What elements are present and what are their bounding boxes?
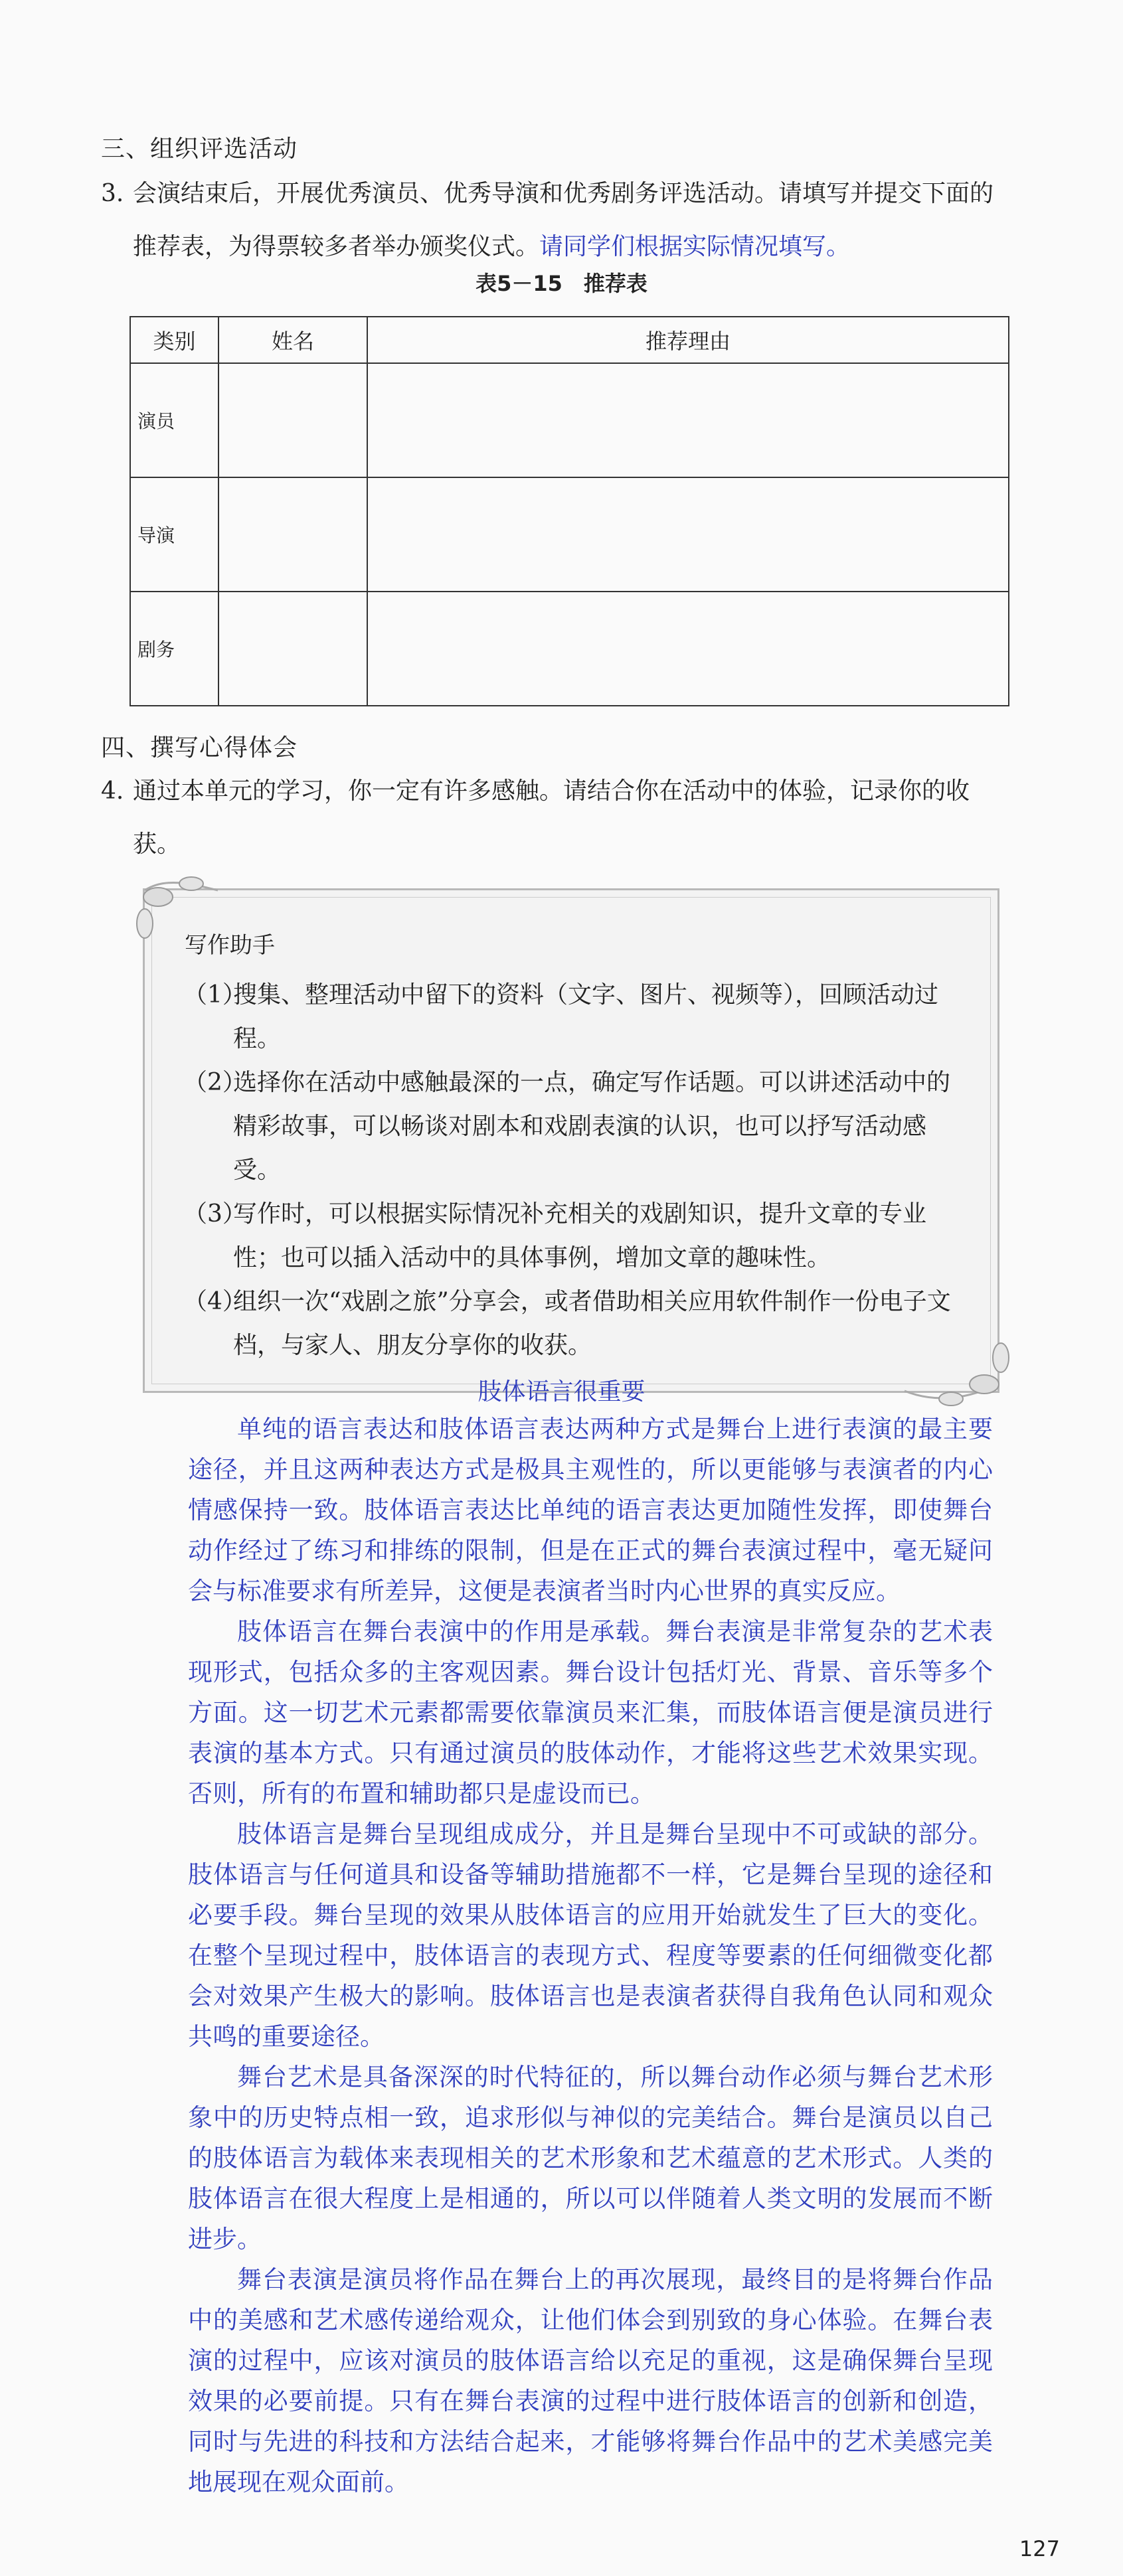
answer-article <box>188 1409 993 2502</box>
article-paragraph: 肢体语言在舞台表演中的作用是承载。舞台表演是非常复杂的艺术表现形式，包括众多的主客观因素。舞台设计包括灯光、背景、音乐等多个方面。这一切艺术元素都需要依靠演员来汇集，而肢体语言便是演员进行表演的基本方式。只有通过演员的肢体动作，才能将这些艺术效果实现。否则，所有的布置和辅助都只是虚设而已。 <box>188 1617 993 1808</box>
item-number: （1） <box>183 981 246 1008</box>
article-paragraph: 单纯的语言表达和肢体语言表达两种方式是舞台上进行表演的最主要途径，并且这两种表达方式是极具主观性的，所以更能够与表演者的内心情感保持一致。肢体语言表达比单纯的语言表达更加随性发挥，即使舞台动作经过了练习和排练的限制，但是在正式的舞台表演过程中，毫无疑问会与标准要求有所差异，这便是表演者当时内心世界的真实反应。 <box>188 1415 993 1605</box>
article-paragraph: 舞台艺术是具备深深的时代特征的，所以舞台动作必须与舞台艺术形象中的历史特点相一致，追求形似与神似的完美结合。舞台是演员以自己的肢体语言为载体来表现相关的艺术形象和艺术蕴意的艺术形式。人类的肢体语言在很大程度上是相通的，所以可以伴随着人类文明的发展而不断进步。 <box>188 2063 993 2253</box>
header-reason: 推荐理由 <box>367 317 1009 363</box>
answer-title: 肢体语言很重要 <box>477 1378 646 1406</box>
list-item <box>183 1192 971 1280</box>
helper-title: 写作助手 <box>185 932 275 959</box>
item-text: 写作时，可以根据实际情况补充相关的戏剧知识，提升文章的专业性；也可以插入活动中的具体事例，增加文章的趣味性。 <box>233 1200 927 1271</box>
item-text: 搜集、整理活动中留下的资料（文字、图片、视频等），回顾活动过程。 <box>233 981 939 1052</box>
name-cell[interactable] <box>218 477 367 592</box>
section4-title: 四、撰写心得体会 <box>101 734 298 762</box>
reason-cell[interactable] <box>367 592 1009 706</box>
item-number: （3） <box>183 1200 246 1228</box>
name-cell[interactable] <box>218 592 367 706</box>
question-3-number: 3. <box>101 180 124 207</box>
question-3 <box>101 167 1010 274</box>
reason-cell[interactable] <box>367 363 1009 477</box>
row-category: 剧务 <box>130 592 218 706</box>
row-category: 导演 <box>130 477 218 592</box>
name-cell[interactable] <box>218 363 367 477</box>
reason-cell[interactable] <box>367 477 1009 592</box>
item-number: （2） <box>183 1069 246 1096</box>
list-item <box>183 973 971 1061</box>
article-paragraph: 肢体语言是舞台呈现组成成分，并且是舞台呈现中不可或缺的部分。肢体语言与任何道具和设备等辅助措施都不一样，它是舞台呈现的途径和必要手段。舞台呈现的效果从肢体语言的应用开始就发生了巨大的变化。在整个呈现过程中，肢体语言的表现方式、程度等要素的任何细微变化都会对效果产生极大的影响。肢体语言也是表演者获得自我角色认同和观众共鸣的重要途径。 <box>188 1820 993 2051</box>
question-4-number: 4. <box>101 777 124 805</box>
table-row <box>130 477 1009 592</box>
item-text: 选择你在活动中感触最深的一点，确定写作话题。可以讲述活动中的精彩故事，可以畅谈对剧本和戏剧表演的认识，也可以抒写活动感受。 <box>233 1069 951 1184</box>
writing-helper-box <box>143 888 999 1393</box>
article-paragraph: 舞台表演是演员将作品在舞台上的再次展现，最终目的是将舞台作品中的美感和艺术感传递给观众，让他们体会到别致的身心体验。在舞台表演的过程中，应该对演员的肢体语言给以充足的重视，这是确保舞台呈现效果的必要前提。只有在舞台表演的过程中进行肢体语言的创新和创造，同时与先进的科技和方法结合起来，才能够将舞台作品中的艺术美感完美地展现在观众面前。 <box>188 2265 993 2496</box>
list-item <box>183 1061 971 1192</box>
table-row <box>130 363 1009 477</box>
question-3-answer: 请同学们根据实际情况填写。 <box>539 233 851 260</box>
table-caption: 表5－15 推荐表 <box>475 271 648 296</box>
helper-list <box>183 973 971 1368</box>
table-header-row <box>130 317 1009 363</box>
section3-title: 三、组织评选活动 <box>101 135 298 163</box>
question-4-text: 通过本单元的学习，你一定有许多感触。请结合你在活动中的体验，记录你的收获。 <box>133 777 970 858</box>
list-item <box>183 1280 971 1368</box>
item-number: （4） <box>183 1288 246 1315</box>
question-4 <box>101 765 1010 871</box>
recommendation-table <box>130 316 1009 706</box>
table-row <box>130 592 1009 706</box>
header-name: 姓名 <box>218 317 367 363</box>
question-3-text: 会演结束后，开展优秀演员、优秀导演和优秀剧务评选活动。请填写并提交下面的推荐表，为得票较多者举办颁奖仪式。 <box>133 180 994 260</box>
header-category: 类别 <box>130 317 218 363</box>
item-text: 组织一次“戏剧之旅”分享会，或者借助相关应用软件制作一份电子文档，与家人、朋友分享你的收获。 <box>233 1288 951 1359</box>
page-number: 127 <box>1019 2536 1060 2561</box>
row-category: 演员 <box>130 363 218 477</box>
